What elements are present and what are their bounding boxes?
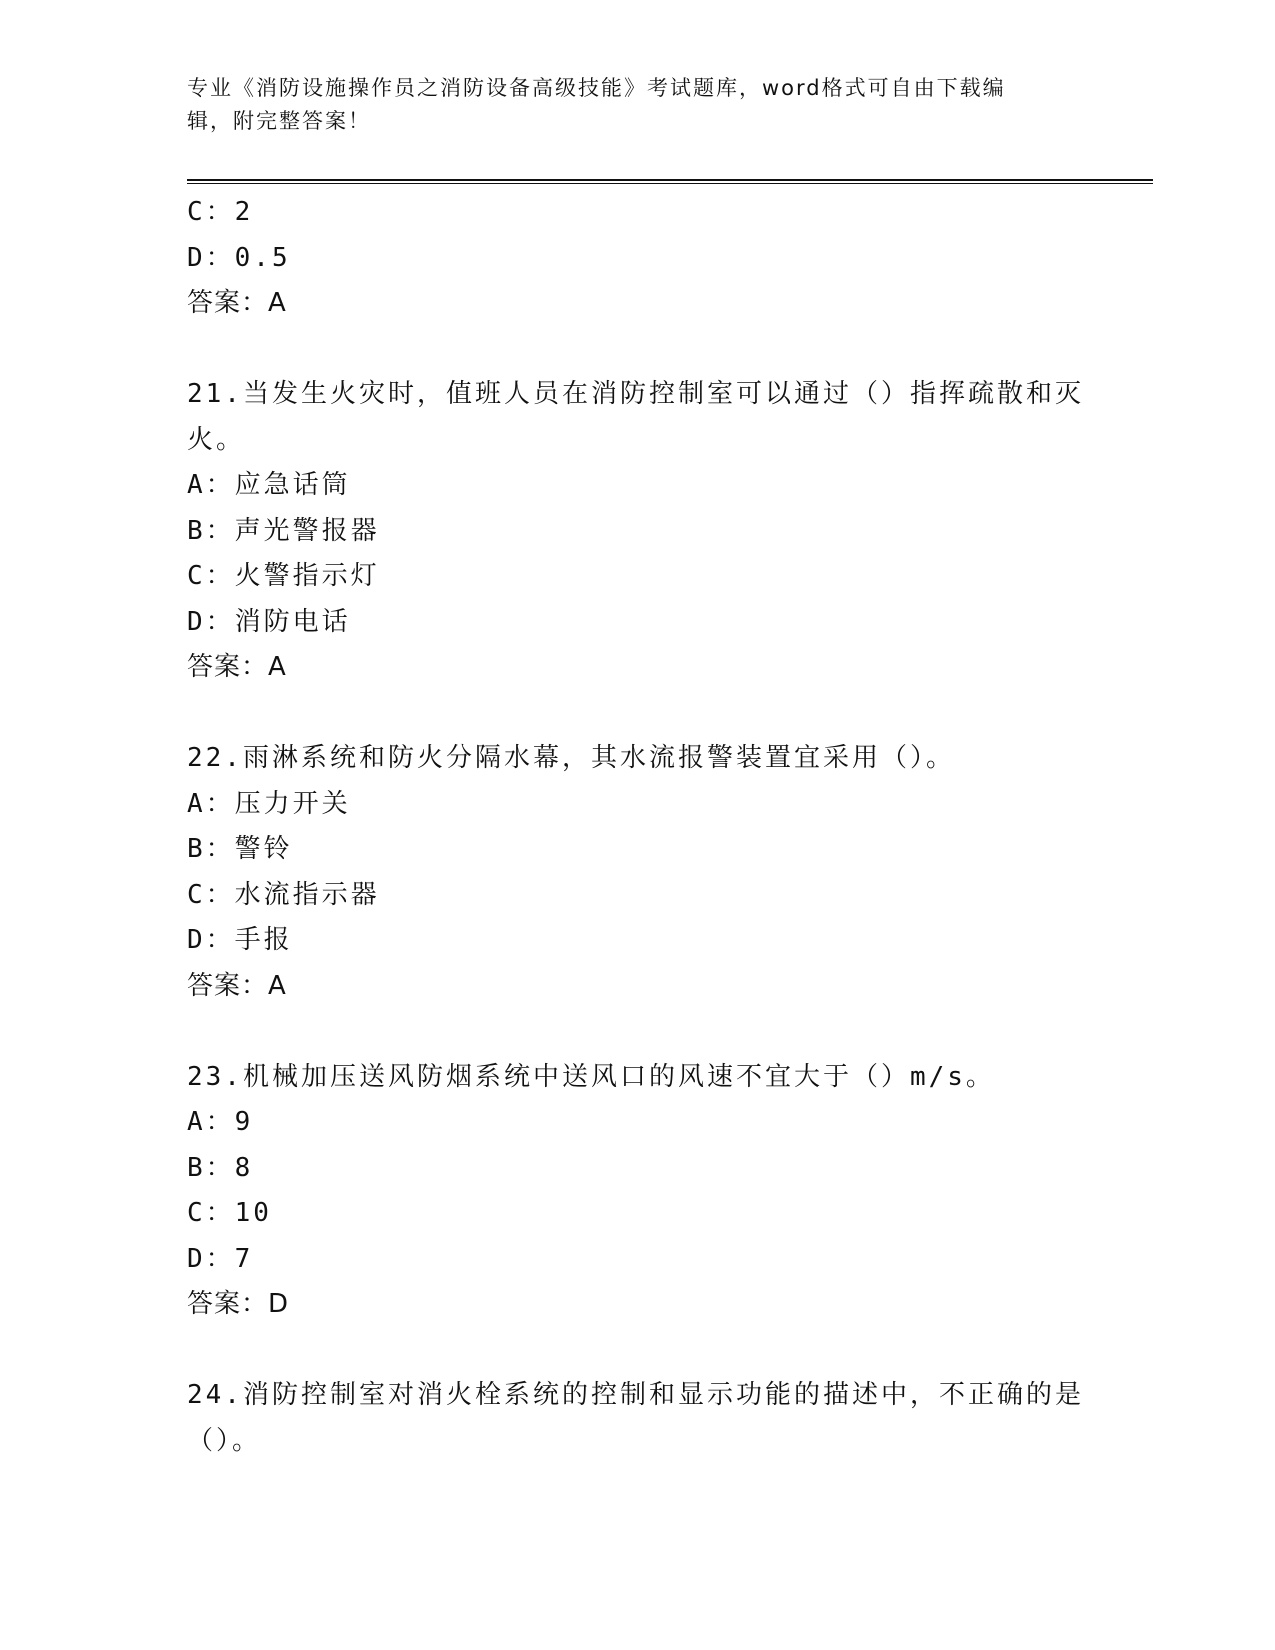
question-stem-line: （）。: [187, 1425, 262, 1456]
option-text: 9: [234, 1107, 254, 1137]
option-label: A：: [187, 470, 235, 500]
option-label: D：: [187, 1243, 235, 1274]
option-d: [187, 600, 1087, 646]
question-22: [187, 736, 1087, 1009]
option-label: B：: [187, 1152, 235, 1183]
option-label: C：: [187, 1198, 235, 1228]
option-label: D：: [187, 242, 235, 273]
question-23: [187, 1055, 1087, 1328]
option-label: A：: [187, 788, 235, 819]
option-text: 应急话筒: [234, 470, 351, 500]
option-a: [187, 1100, 1087, 1146]
option-c: [187, 1191, 1087, 1237]
question-stem-line: 22.雨淋系统和防火分隔水幕，其水流报警装置宜采用（）。: [187, 743, 955, 773]
option-c: [187, 554, 1087, 600]
option-c: [187, 873, 1087, 919]
option-d: [187, 918, 1087, 964]
question-stem-line: 23.机械加压送风防烟系统中送风口的风速不宜大于（）m/s。: [187, 1061, 995, 1092]
option-text: 0.5: [234, 242, 291, 273]
option-text: 2: [234, 197, 254, 227]
option-text: 压力开关: [234, 788, 351, 819]
option-text: 10: [234, 1198, 272, 1228]
option-d: [187, 236, 1087, 282]
spacer: [187, 1009, 1087, 1055]
option-text: 手报: [234, 925, 293, 955]
header-divider-thick: [187, 179, 1153, 181]
question-stem-line: 21.当发生火灾时，值班人员在消防控制室可以通过（）指挥疏散和灭: [187, 379, 1084, 409]
option-c: [187, 190, 1087, 236]
option-a: [187, 463, 1087, 509]
answer-line: 答案：A: [187, 288, 287, 318]
option-label: D：: [187, 606, 235, 637]
spacer: [187, 1328, 1087, 1374]
option-b: [187, 509, 1087, 555]
option-a: [187, 782, 1087, 828]
option-text: 消防电话: [234, 606, 351, 637]
question-21: [187, 372, 1087, 691]
option-label: B：: [187, 515, 235, 546]
question-24: [187, 1373, 1087, 1464]
option-label: C：: [187, 879, 235, 910]
document-header: [187, 72, 1087, 138]
option-label: C：: [187, 561, 235, 591]
option-text: 7: [234, 1243, 254, 1274]
header-line-2: 辑，附完整答案！: [187, 109, 371, 133]
option-text: 水流指示器: [234, 879, 380, 910]
answer-line: 答案：A: [187, 652, 287, 682]
option-b: [187, 827, 1087, 873]
spacer: [187, 327, 1087, 373]
option-label: D：: [187, 925, 235, 955]
option-label: C：: [187, 197, 235, 227]
option-text: 警铃: [234, 834, 293, 864]
option-label: B：: [187, 834, 235, 864]
option-b: [187, 1146, 1087, 1192]
answer-line: 答案：A: [187, 970, 287, 1001]
question-stem-line: 24.消防控制室对消火栓系统的控制和显示功能的描述中，不正确的是: [187, 1380, 1084, 1410]
option-label: A：: [187, 1107, 235, 1137]
header-line-1: 专业《消防设施操作员之消防设备高级技能》考试题库，word格式可自由下载编: [187, 76, 1006, 100]
document-body: [187, 190, 1087, 1464]
spacer: [187, 691, 1087, 737]
option-text: 火警指示灯: [234, 561, 380, 591]
header-divider-thin: [187, 183, 1153, 184]
option-d: [187, 1237, 1087, 1283]
answer-line: 答案：D: [187, 1289, 290, 1319]
option-text: 8: [234, 1152, 254, 1183]
question-20-tail: [187, 190, 1087, 327]
option-text: 声光警报器: [234, 515, 380, 546]
question-stem-line: 火。: [187, 424, 246, 455]
